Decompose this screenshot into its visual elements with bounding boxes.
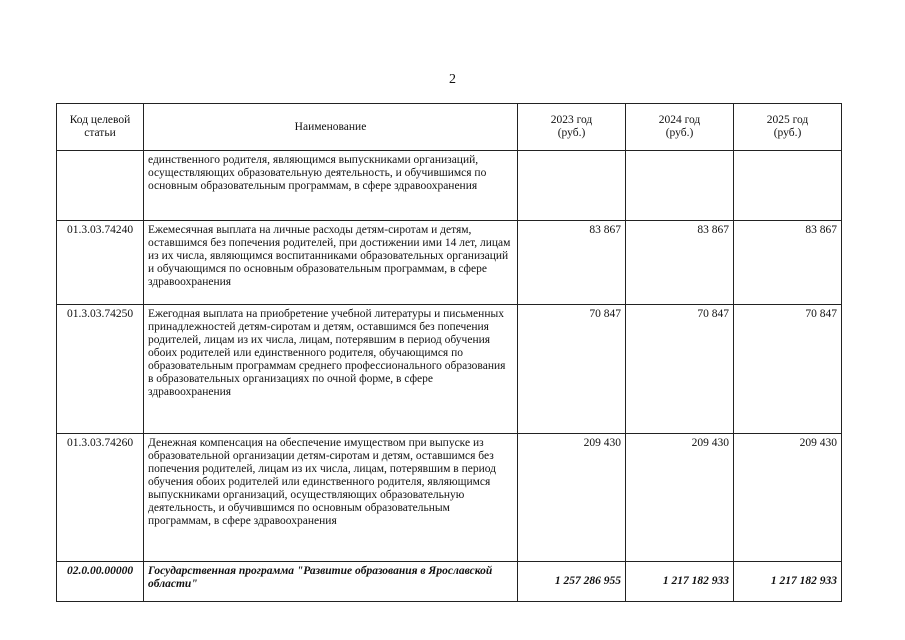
row-amount-2025: 83 867	[734, 221, 842, 305]
header-year-2025	[734, 104, 842, 151]
header-code-line-2: статьи	[84, 127, 116, 139]
table-header-row	[57, 104, 842, 151]
header-year-2023-line-1: 2023 год	[550, 114, 593, 126]
total-amount-2024: 1 217 182 933	[626, 562, 734, 602]
header-year-2024-line-2: (руб.)	[665, 127, 694, 139]
row-amount-2023: 70 847	[518, 305, 626, 434]
row-code: 01.3.03.74260	[57, 434, 144, 562]
row-name: единственного родителя, являющимся выпускниками организаций, осуществляющих образовательную деятельность, и обучившимся по основным образовательным программам, в сфере здравоохранения	[144, 151, 518, 221]
header-code	[57, 104, 144, 151]
header-year-2024-line-1: 2024 год	[658, 114, 701, 126]
row-amount-2023	[518, 151, 626, 221]
total-amount-2025: 1 217 182 933	[734, 562, 842, 602]
header-code-line-1: Код целевой	[69, 114, 131, 126]
header-year-2023	[518, 104, 626, 151]
header-year-2024	[626, 104, 734, 151]
row-code	[57, 151, 144, 221]
table-row	[57, 305, 842, 434]
page-number: 2	[449, 72, 456, 87]
row-amount-2024	[626, 151, 734, 221]
header-name: Наименование	[144, 104, 518, 151]
row-amount-2023: 209 430	[518, 434, 626, 562]
total-amount-2023: 1 257 286 955	[518, 562, 626, 602]
row-amount-2025: 209 430	[734, 434, 842, 562]
row-name: Ежегодная выплата на приобретение учебной литературы и письменных принадлежностей детям-сиротам и детям, оставшимся без попечения родителей, лицам из их числа, лицам, потерявшим в период обучения обоих родителей или единственного родителя, обучающимся по образовательным программам среднего профессионального образования в образовательных организациях по очной форме, в сфере здравоохранения	[144, 305, 518, 434]
row-code: 01.3.03.74240	[57, 221, 144, 305]
table-row-total	[57, 562, 842, 602]
row-amount-2025: 70 847	[734, 305, 842, 434]
header-year-2023-line-2: (руб.)	[557, 127, 586, 139]
total-name: Государственная программа "Развитие образования в Ярославской области"	[144, 562, 518, 602]
table-row	[57, 151, 842, 221]
row-amount-2024: 83 867	[626, 221, 734, 305]
header-year-2025-line-1: 2025 год	[766, 114, 809, 126]
header-year-2025-line-2: (руб.)	[773, 127, 802, 139]
row-name: Ежемесячная выплата на личные расходы детям-сиротам и детям, оставшимся без попечения родителей, при достижении ими 14 лет, лицам из их числа, являющимся воспитанниками образовательных организаций и обучающимся по основным образовательным программам, в сфере здравоохранения	[144, 221, 518, 305]
row-amount-2024: 70 847	[626, 305, 734, 434]
table-row	[57, 221, 842, 305]
table-row	[57, 434, 842, 562]
row-name: Денежная компенсация на обеспечение имуществом при выпуске из образовательной организации детям-сиротам и детям, оставшимся без попечения родителей, лицам из их числа, лицам, потерявшим в период обучения обоих родителей или единственного родителя, являющимся выпускниками организаций, осуществляющих образовательную деятельность, и обучившимся по основным образовательным программам, в сфере здравоохранения	[144, 434, 518, 562]
row-amount-2023: 83 867	[518, 221, 626, 305]
row-code: 01.3.03.74250	[57, 305, 144, 434]
budget-table	[56, 103, 842, 602]
total-code: 02.0.00.00000	[57, 562, 144, 602]
row-amount-2025	[734, 151, 842, 221]
row-amount-2024: 209 430	[626, 434, 734, 562]
